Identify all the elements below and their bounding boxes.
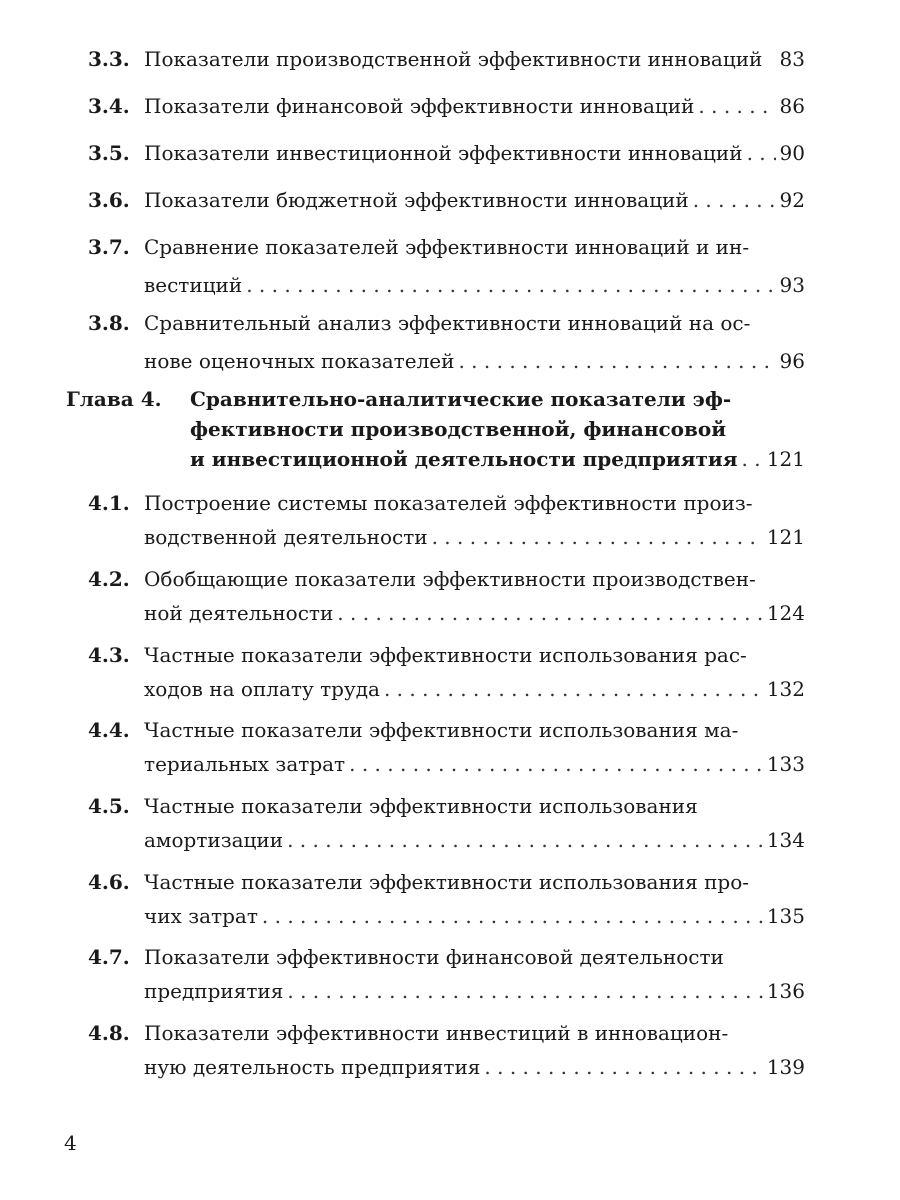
toc-entry-title: Сравнительный анализ эффективности инноваций на ос- bbox=[144, 311, 751, 335]
chapter-title-cont: фективности производственной, финансовой bbox=[190, 417, 727, 441]
toc-leader-dots bbox=[349, 745, 763, 783]
toc-entry-page: 90 bbox=[779, 141, 805, 165]
toc-entry-page: 132 bbox=[766, 677, 805, 701]
toc-entry-title: Показатели производственной эффективности инноваций bbox=[144, 47, 763, 71]
toc-entry-page: 135 bbox=[766, 904, 805, 928]
toc-leader-dots bbox=[287, 821, 763, 859]
toc-entry-title-cont: предприятия bbox=[144, 979, 284, 1003]
chapter-title-cont: и инвестиционной деятельности предприятия bbox=[190, 447, 738, 471]
toc-leader-dots bbox=[698, 87, 775, 125]
toc-entry-title: Показатели финансовой эффективности инноваций bbox=[144, 94, 695, 118]
toc-leader-dots bbox=[384, 670, 763, 708]
toc-entry-title-cont: чих затрат bbox=[144, 904, 258, 928]
toc-leader-dots bbox=[747, 134, 776, 172]
toc-entry-title-cont: териальных затрат bbox=[144, 752, 346, 776]
toc-leader-dots bbox=[337, 594, 763, 632]
toc-entry-title-cont: ходов на оплату труда bbox=[144, 677, 380, 701]
toc-entry-page: 139 bbox=[766, 1055, 805, 1079]
page-number: 4 bbox=[64, 1131, 77, 1155]
toc-entry-title-cont: амортизации bbox=[144, 828, 284, 852]
toc-entry-number: 4.3. bbox=[88, 643, 130, 667]
toc-entry-page: 121 bbox=[766, 447, 805, 471]
toc-leader-dots bbox=[742, 440, 763, 478]
toc-entry-page: 133 bbox=[766, 752, 805, 776]
toc-entry-number: 3.6. bbox=[88, 188, 130, 212]
toc-entry-title: Частные показатели эффективности использования ма- bbox=[144, 718, 739, 742]
toc-leader-dots bbox=[432, 518, 763, 556]
toc-entry-page: 86 bbox=[779, 94, 805, 118]
toc-entry-page: 136 bbox=[766, 979, 805, 1003]
toc-entry-page: 83 bbox=[779, 47, 805, 71]
toc-entry-number: 4.4. bbox=[88, 718, 130, 742]
toc-entry-page: 96 bbox=[779, 349, 805, 373]
toc-entry-title-cont: водственной деятельности bbox=[144, 525, 428, 549]
toc-leader-dots bbox=[287, 972, 762, 1010]
toc-entry-title: Частные показатели эффективности использования bbox=[144, 794, 698, 818]
toc-entry-title: Показатели инвестиционной эффективности инноваций bbox=[144, 141, 743, 165]
toc-entry-page: 134 bbox=[766, 828, 805, 852]
chapter-label: Глава 4. bbox=[66, 387, 162, 411]
toc-entry-number: 4.1. bbox=[88, 491, 130, 515]
toc-entry-title-cont: вестиций bbox=[144, 273, 243, 297]
toc-leader-dots bbox=[458, 342, 775, 380]
toc-entry-number: 4.6. bbox=[88, 870, 130, 894]
toc-leader-dots bbox=[693, 181, 776, 219]
toc-entry-title-cont: ной деятельности bbox=[144, 601, 334, 625]
toc-entry-title: Построение системы показателей эффективности произ- bbox=[144, 491, 753, 515]
toc-entry-page: 124 bbox=[766, 601, 805, 625]
toc-entry-title: Сравнение показателей эффективности инноваций и ин- bbox=[144, 235, 750, 259]
toc-entry-number: 3.8. bbox=[88, 311, 130, 335]
toc-entry-number: 3.4. bbox=[88, 94, 130, 118]
toc-entry-number: 3.7. bbox=[88, 235, 130, 259]
toc-entry-page: 92 bbox=[779, 188, 805, 212]
chapter-title: Сравнительно-аналитические показатели эф- bbox=[190, 387, 732, 411]
toc-leader-dots bbox=[246, 266, 775, 304]
toc-entry-number: 4.5. bbox=[88, 794, 130, 818]
toc-leader-dots bbox=[262, 897, 763, 935]
toc-leader-dots bbox=[484, 1048, 762, 1086]
toc-entry-title: Частные показатели эффективности использования про- bbox=[144, 870, 750, 894]
toc-entry-page: 93 bbox=[779, 273, 805, 297]
toc-entry-number: 4.8. bbox=[88, 1021, 130, 1045]
toc-entry-title-cont: ную деятельность предприятия bbox=[144, 1055, 481, 1079]
toc-entry-title: Показатели бюджетной эффективности инноваций bbox=[144, 188, 689, 212]
toc-entry-title-cont: нове оценочных показателей bbox=[144, 349, 455, 373]
toc-entry-number: 4.2. bbox=[88, 567, 130, 591]
toc-entry-title: Показатели эффективности инвестиций в инновацион- bbox=[144, 1021, 729, 1045]
toc-entry-number: 4.7. bbox=[88, 945, 130, 969]
toc-entry-page: 121 bbox=[766, 525, 805, 549]
toc-entry-title: Частные показатели эффективности использования рас- bbox=[144, 643, 747, 667]
toc-entry-title: Показатели эффективности финансовой деятельности bbox=[144, 945, 724, 969]
toc-entry-number: 3.3. bbox=[88, 47, 130, 71]
toc-entry-title: Обобщающие показатели эффективности производствен- bbox=[144, 567, 756, 591]
toc-entry-number: 3.5. bbox=[88, 141, 130, 165]
